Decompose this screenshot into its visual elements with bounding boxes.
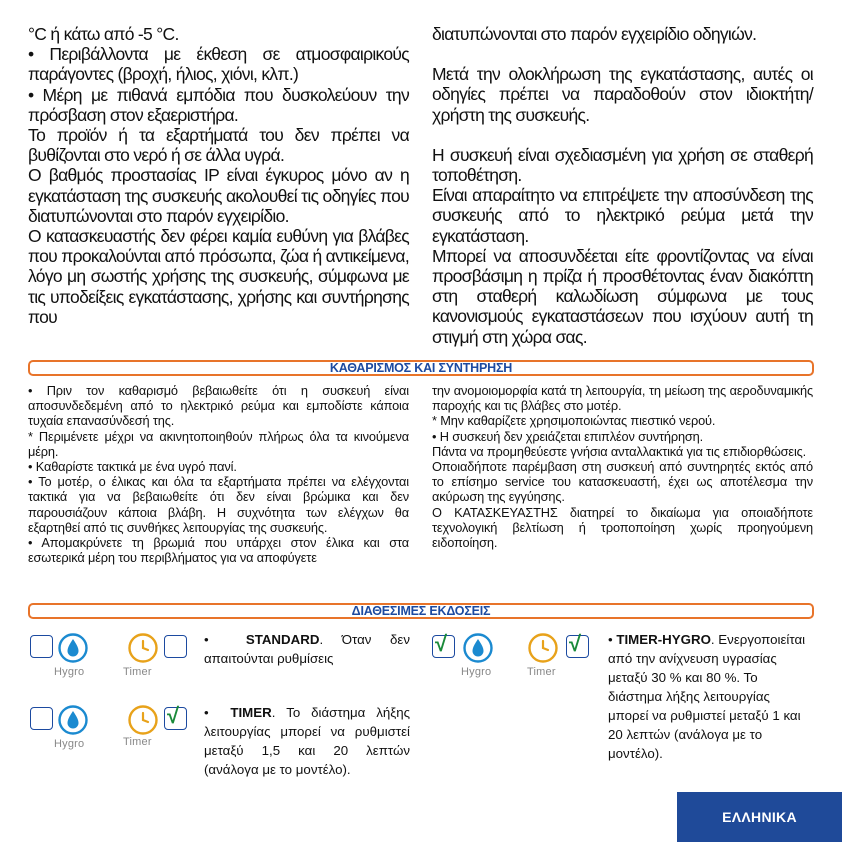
version-desc: . Όταν δεν απαιτούνται ρυθμίσεις bbox=[204, 632, 410, 666]
paragraph: Οποιαδήποτε παρέμβαση στη συσκευή από συντηρητές εκτός από το επίσημο service του κατασκευαστή, έχει ως αποτέλεσμα την ακύρωση της εγγύησης. bbox=[432, 459, 813, 505]
cleaning-section-title: ΚΑΘΑΡΙΣΜΟΣ ΚΑΙ ΣΥΝΤΗΡΗΣΗ bbox=[28, 360, 814, 376]
intro-column-left bbox=[28, 24, 409, 327]
intro-column-right bbox=[432, 24, 813, 347]
check-icon: √ bbox=[569, 631, 582, 656]
bullet: • bbox=[608, 632, 613, 647]
version-name: TIMER bbox=[230, 705, 272, 720]
version-desc: . Το διάστημα λήξης λειτουργίας μπορεί να ρυθμιστεί μεταξύ 1,5 και 20 λεπτών (ανάλογα με το μοντέλο). bbox=[204, 705, 410, 777]
standard-icons bbox=[30, 633, 200, 685]
paragraph: * Περιμένετε μέχρι να ακινητοποιηθούν πλήρως όλα τα κινούμενα μέρη. bbox=[28, 428, 409, 459]
paragraph: * Μην καθαρίζετε χρησιμοποιώντας πιεστικό νερού. bbox=[432, 413, 716, 429]
water-drop-icon bbox=[58, 705, 88, 735]
version-desc: . Ενεργοποιείται από την ανίχνευση υγρασίας μεταξύ 30 % και 80 %. Το διάστημα λήξης λειτουργίας μπορεί να ρυθμιστεί μεταξύ 1 και 20 λεπτών (ανάλογα με το μοντέλο). bbox=[608, 632, 806, 761]
paragraph: Το προϊόν ή τα εξαρτήματά του δεν πρέπει να βυθίζονται στο νερό ή σε άλλα υγρά. bbox=[28, 125, 409, 166]
clock-icon bbox=[128, 633, 158, 663]
bullet: • bbox=[204, 632, 209, 647]
paragraph bbox=[204, 703, 410, 779]
timer-hygro-description bbox=[608, 630, 814, 763]
paragraph: Πάντα να προμηθεύεστε γνήσια ανταλλακτικά για τις επιδιορθώσεις. bbox=[432, 443, 807, 459]
timer-checkbox bbox=[164, 635, 187, 658]
paragraph: • Η συσκευή δεν χρειάζεται επιπλέον συντήρηση. bbox=[432, 428, 704, 444]
paragraph: Ο κατασκευαστής δεν φέρει καμία ευθύνη για βλάβες που προκαλούνται από πρόσωπα, ζώα ή αντικείμενα, λόγο μη σωστής χρήσης της συσκευής, σύμφωνα με τις υποδείξεις εγκατάστασης, χρήσης και συντήρησης που bbox=[28, 226, 409, 327]
paragraph: • Το μοτέρ, ο έλικας και όλα τα εξαρτήματα πρέπει να ελέγχονται τακτικά για να βεβαιωθείτε ότι δεν είναι βρώμικα και δεν παρουσιάζουν κάποια βλάβη. Η συχνότητα των ελέγχων θα εξαρτηθεί από τις συνθήκες λειτουργίας της συσκευής. bbox=[28, 474, 409, 535]
version-name: TIMER-HYGRO bbox=[616, 632, 711, 647]
version-name: STANDARD bbox=[245, 632, 320, 647]
paragraph: • Μέρη με πιθανά εμπόδια που δυσκολεύουν την πρόσβαση στον εξαεριστήρα. bbox=[28, 84, 409, 125]
cleaning-column-right bbox=[432, 383, 813, 550]
timer-checkbox bbox=[566, 631, 589, 658]
paragraph bbox=[204, 630, 410, 668]
hygro-caption: Hygro bbox=[461, 666, 492, 678]
paragraph bbox=[608, 630, 814, 763]
paragraph: • Απομακρύνετε τη βρωμιά που υπάρχει στον έλικα και στα εσωτερικά μέρη του περιβλήματος για να αποφύγετε bbox=[28, 535, 409, 566]
check-icon: √ bbox=[167, 703, 180, 728]
paragraph: Η συσκευή είναι σχεδιασμένη για χρήση σε σταθερή τοποθέτηση. bbox=[432, 144, 813, 186]
hygro-caption: Hygro bbox=[54, 666, 85, 678]
cleaning-column-left bbox=[28, 383, 409, 565]
check-icon: √ bbox=[435, 631, 448, 656]
hygro-checkbox bbox=[30, 635, 53, 658]
timer-checkbox bbox=[164, 703, 187, 730]
timer-caption: Timer bbox=[123, 736, 152, 748]
bullet: • bbox=[204, 705, 209, 720]
water-drop-icon bbox=[463, 633, 493, 663]
versions-section-title: ΔΙΑΘΕΣΙΜΕΣ ΕΚΔΟΣΕΙΣ bbox=[28, 603, 814, 619]
paragraph: °C ή κάτω από -5 °C. bbox=[28, 24, 179, 44]
timer-icons bbox=[30, 705, 200, 757]
paragraph: Ο βαθμός προστασίας IP είναι έγκυρος μόνο αν η εγκατάσταση της συσκευής ακολουθεί τις οδηγίες που διατυπώνονται στο παρόν εγχειρίδιο. bbox=[28, 165, 409, 226]
hygro-checkbox bbox=[30, 707, 53, 730]
paragraph: Ο ΚΑΤΑΣΚΕΥΑΣΤΗΣ διατηρεί το δικαίωμα για οποιαδήποτε τεχνολογική βελτίωση ή τροποποίηση χωρίς προηγούμενη ειδοποίηση. bbox=[432, 504, 813, 551]
timer-hygro-icons bbox=[432, 633, 602, 685]
language-tab: ΕΛΛΗΝΙΚΑ bbox=[677, 792, 842, 842]
clock-icon bbox=[528, 633, 558, 663]
timer-caption: Timer bbox=[123, 666, 152, 678]
paragraph: Μετά την ολοκλήρωση της εγκατάστασης, αυτές οι οδηγίες πρέπει να παραδοθούν στον ιδιοκτήτη/χρήστη της συσκευής. bbox=[432, 64, 813, 125]
paragraph: Είναι απαραίτητο να επιτρέψετε την αποσύνδεση της συσκευής από το ηλεκτρικό ρεύμα μετά την εγκατάσταση. bbox=[432, 185, 813, 246]
hygro-caption: Hygro bbox=[54, 738, 85, 750]
hygro-checkbox bbox=[432, 631, 455, 658]
paragraph: διατυπώνονται στο παρόν εγχειρίδιο οδηγιών. bbox=[432, 24, 757, 44]
paragraph: • Πριν τον καθαρισμό βεβαιωθείτε ότι η συσκευή είναι αποσυνδεδεμένη από το ηλεκτρικό ρεύμα και εμποδίστε κάποια τυχαία επανασύνδεσή της. bbox=[28, 383, 409, 429]
water-drop-icon bbox=[58, 633, 88, 663]
timer-description bbox=[204, 703, 410, 779]
paragraph: • Καθαρίστε τακτικά με ένα υγρό πανί. bbox=[28, 459, 237, 475]
standard-description bbox=[204, 630, 410, 668]
paragraph: Μπορεί να αποσυνδέεται είτε φροντίζοντας να είναι προσβάσιμη η πρίζα ή προσθέτοντας έναν διακόπτη στη σταθερή καλωδίωση σύμφωνα με τους κανονισμούς εγκαταστάσεων που ισχύουν αυτή τη στιγμή στη χώρα σας. bbox=[432, 245, 813, 347]
timer-caption: Timer bbox=[527, 666, 556, 678]
paragraph: την ανομοιομορφία κατά τη λειτουργία, τη μείωση της αεροδυναμικής παροχής και τις βλάβες στο μοτέρ. bbox=[432, 383, 813, 414]
clock-icon bbox=[128, 705, 158, 735]
paragraph: • Περιβάλλοντα με έκθεση σε ατμοσφαιρικούς παράγοντες (βροχή, ήλιος, χιόνι, κλπ.) bbox=[28, 44, 409, 85]
